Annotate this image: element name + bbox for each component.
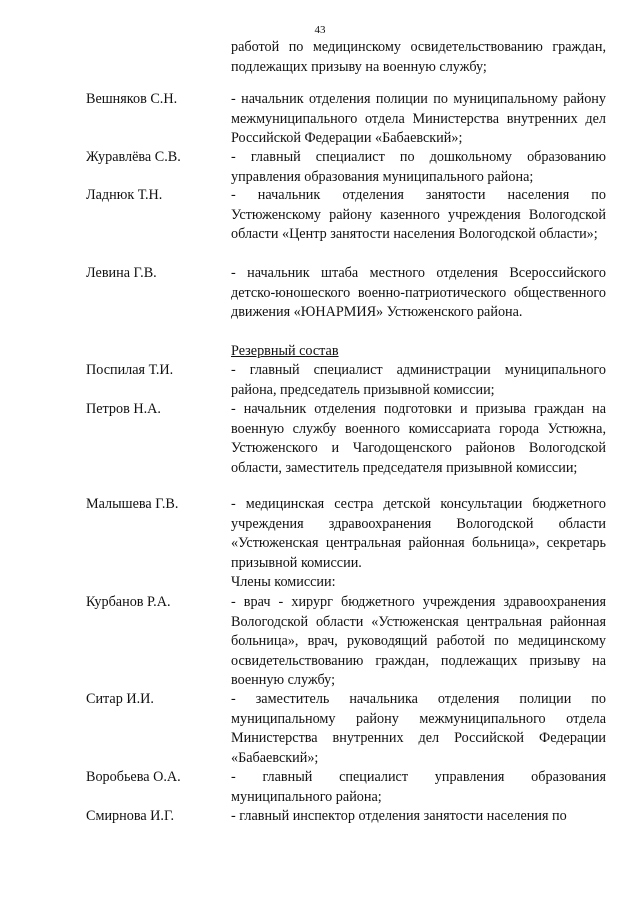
person-position: - главный инспектор отделения занятости населения по [231,808,567,824]
person-name: Ладнюк Т.Н. [86,187,163,203]
person-name: Курбанов Р.А. [86,594,171,610]
person-position: - начальник штаба местного отделения Всероссийского детско-юношеского военно-патриотического общественного движения «ЮНАРМИЯ» Устюженского района. [231,265,606,320]
person-name: Смирнова И.Г. [86,808,175,824]
person-position: - врач - хирург бюджетного учреждения здравоохранения Вологодской области «Устюженская центральная районная больница», врач, руководящий работой по медицинскому освидетельствованию граждан, подлежащих призыву на военную службу; [231,594,606,688]
continuation-text: работой по медицинскому освидетельствованию граждан, подлежащих призыву на военную службу; [231,39,606,75]
person-position: - главный специалист по дошкольному образованию управления образования муниципального района; [231,149,606,185]
person-name: Петров Н.А. [86,401,161,417]
person-name: Журавлёва С.В. [86,149,181,165]
members-heading: Члены комиссии: [231,574,336,590]
person-position: - главный специалист администрации муниципального района, председатель призывной комиссии; [231,362,606,398]
person-name: Воробьева О.А. [86,769,181,785]
person-position: - начальник отделения подготовки и призыва граждан на военную службу военного комиссариата города Устюжна, Устюженского и Чагодощенского районов Вологодской области, заместитель председателя призывной комиссии; [231,401,606,476]
person-name: Поспилая Т.И. [86,362,174,378]
person-position: - начальник отделения полиции по муниципальному району межмуниципального отдела Министерства внутренних дел Российской Федерации «Бабаевский»; [231,91,606,146]
person-position: - начальник отделения занятости населения по Устюженскому району казенного учреждения Вологодской области «Центр занятости населения Вологодской области»; [231,187,606,242]
person-position: - заместитель начальника отделения полиции по муниципальному району межмуниципального отдела Министерства внутренних дел Российской Федерации «Бабаевский»; [231,691,606,766]
person-name: Вешняков С.Н. [86,91,178,107]
person-name: Ситар И.И. [86,691,154,707]
person-name: Малышева Г.В. [86,496,179,512]
page-number: 43 [314,24,326,36]
person-name: Левина Г.В. [86,265,157,281]
person-position: - главный специалист управления образования муниципального района; [231,769,606,805]
reserve-heading: Резервный состав [231,343,339,359]
person-position: - медицинская сестра детской консультации бюджетного учреждения здравоохранения Вологодской области «Устюженская центральная районная больница», секретарь призывной комиссии. [231,496,606,571]
